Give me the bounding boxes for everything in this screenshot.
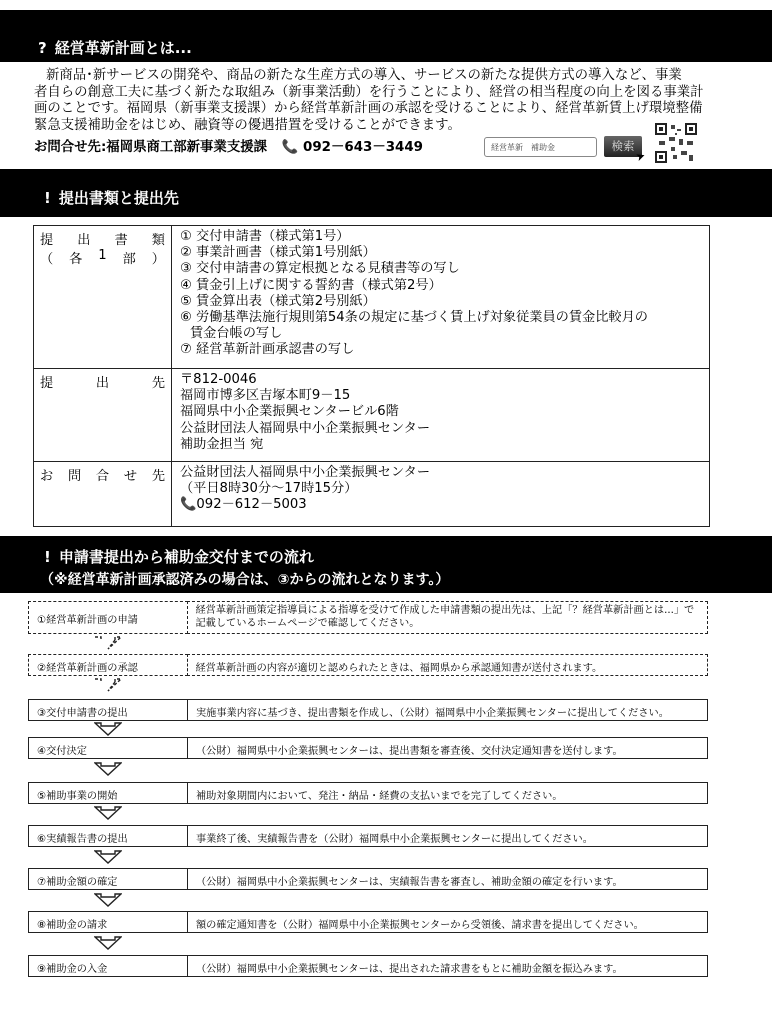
address-line: 〒812-0046 (180, 372, 257, 387)
section-title: 経営革新計画とは... (54, 39, 192, 57)
document-item: ① 交付申請書（様式第1号） (180, 229, 350, 244)
step-desc: （公財）福岡県中小企業振興センターは、提出された請求書をもとに補助金額を振込みます。 (188, 955, 708, 977)
flow-step (28, 955, 708, 977)
row-key-sub: （ 各 1 部 ） (40, 248, 165, 267)
inquiry-line: （平日8時30分～17時15分） (180, 481, 358, 497)
address-line: 福岡市博多区吉塚本町9－15 (180, 388, 351, 404)
search-button[interactable]: 検索 (604, 136, 642, 157)
step-desc: 経営革新計画の内容が適切と認められたときは、福岡県から承認通知書が送付されます。 (187, 654, 709, 676)
step-desc: 補助対象期間内において、発注・納品・経費の支払いまでを完了してください。 (188, 782, 708, 804)
document-item: 賃金台帳の写し (190, 326, 283, 342)
phone-icon: 📞 (281, 140, 299, 155)
table-row (34, 226, 710, 369)
document-item: ⑤ 賃金算出表（様式第2号別紙） (180, 293, 376, 309)
inquiry-phone: 092－612－5003 (196, 497, 307, 513)
cursor-icon: ➤ (634, 148, 648, 165)
flow-step (28, 911, 708, 933)
section-title: 提出書類と提出先 (58, 189, 179, 207)
arrow-down-icon (94, 635, 122, 649)
arrow-down-icon (94, 677, 122, 691)
step-label: ⑦補助金額の確定 (28, 868, 188, 890)
section-subtitle: （※経営革新計画承認済みの場合は、③からの流れとなります。） (40, 572, 450, 588)
document-item: ③ 交付申請書の算定根拠となる見積書等の写し (180, 261, 460, 277)
document-item: ② 事業計画書（様式第1号別紙） (180, 245, 376, 261)
intro-text (34, 68, 744, 134)
step-desc: 記載しているホームページで確認してください。 (195, 618, 420, 629)
document-item: ⑦ 経営革新計画承認書の写し (180, 342, 355, 358)
phone-icon: 📞 (180, 497, 197, 513)
address-line: 補助金担当 宛 (180, 436, 264, 452)
step-label: ⑨補助金の入金 (28, 955, 188, 977)
documents-table (33, 225, 710, 527)
step-label: ③交付申請書の提出 (28, 699, 188, 721)
step-desc: 事業終了後、実績報告書を（公財）福岡県中小企業振興センターに提出してください。 (188, 825, 708, 847)
step-label: ⑥実績報告書の提出 (28, 825, 188, 847)
arrow-down-icon (94, 805, 122, 819)
flow-step (28, 782, 708, 804)
step-label: ④交付決定 (28, 737, 188, 759)
step-desc: 経営革新計画策定指導員による指導を受けて作成した申請書類の提出先は、上記「？経営革新計画とは...」で (195, 605, 695, 616)
intro-line: 新商品･新サービスの開発や、商品の新たな生産方式の導入、サービスの新たな提供方式の導入など、事業 (46, 68, 682, 83)
exclamation-icon: ! (44, 548, 51, 566)
document-item: ⑥ 労働基準法施行規則第54条の規定に基づく賃上げ対象従業員の賃金比較月の (180, 310, 648, 326)
contact-phone: 092－643－3449 (303, 140, 423, 155)
intro-line: 者自らの創意工夫に基づく新たな取組み（新事業活動）を行うことにより、経営の相当程度の向上を図る事業計 (34, 84, 704, 100)
section-header-about (0, 10, 772, 62)
contact-line (34, 136, 423, 155)
search-input[interactable]: 経営革新 補助金 (484, 137, 597, 157)
row-key: 提 出 先 (40, 376, 165, 391)
document-item: ④ 賃金引上げに関する誓約書（様式第2号） (180, 277, 442, 293)
row-key: お 問 合 せ 先 (40, 469, 165, 484)
flow-step (28, 654, 708, 676)
arrow-down-icon (94, 892, 122, 906)
table-row (34, 462, 710, 527)
arrow-down-icon (94, 935, 122, 949)
step-label: ⑤補助事業の開始 (28, 782, 188, 804)
row-key: 提 出 書 類 (40, 233, 165, 248)
step-label: ⑧補助金の請求 (28, 911, 188, 933)
qr-code-icon (655, 123, 697, 163)
flow-step (28, 868, 708, 890)
step-label: ①経営革新計画の申請 (28, 601, 188, 634)
contact-label: お問合せ先:福岡県商工部新事業支援課 (34, 140, 267, 155)
section-header-documents (0, 169, 772, 217)
section-header-flow (0, 536, 772, 593)
exclamation-icon: ! (44, 189, 51, 207)
flow-step (28, 601, 708, 634)
step-desc: 額の確定通知書を（公財）福岡県中小企業振興センターから受領後、請求書を提出してください。 (188, 911, 708, 933)
flow-step (28, 737, 708, 759)
table-row (34, 369, 710, 462)
step-desc: （公財）福岡県中小企業振興センターは、提出書類を審査後、交付決定通知書を送付します。 (188, 737, 708, 759)
arrow-down-icon (94, 761, 122, 775)
arrow-down-icon (94, 849, 122, 863)
question-mark-icon: ? (38, 39, 47, 57)
address-line: 福岡県中小企業振興センタービル6階 (180, 404, 399, 420)
intro-line: 画のことです。福岡県（新事業支援課）から経営革新計画の承認を受けることにより、経営革新賃上げ環境整備 (34, 101, 703, 116)
inquiry-line: 公益財団法人福岡県中小企業振興センター (180, 465, 431, 480)
step-desc: （公財）福岡県中小企業振興センターは、実績報告書を審査し、補助金額の確定を行います。 (188, 868, 708, 890)
section-title: 申請書提出から補助金交付までの流れ (58, 548, 314, 566)
step-desc: 実施事業内容に基づき、提出書類を作成し、（公財）福岡県中小企業振興センターに提出してください。 (188, 699, 708, 721)
address-line: 公益財団法人福岡県中小企業振興センター (180, 420, 431, 436)
intro-line: 緊急支援補助金をはじめ、融資等の優遇措置を受けることができます。 (34, 117, 461, 133)
step-label: ②経営革新計画の承認 (28, 654, 188, 676)
flow-step (28, 825, 708, 847)
arrow-down-icon (94, 721, 122, 735)
flow-step (28, 699, 708, 721)
